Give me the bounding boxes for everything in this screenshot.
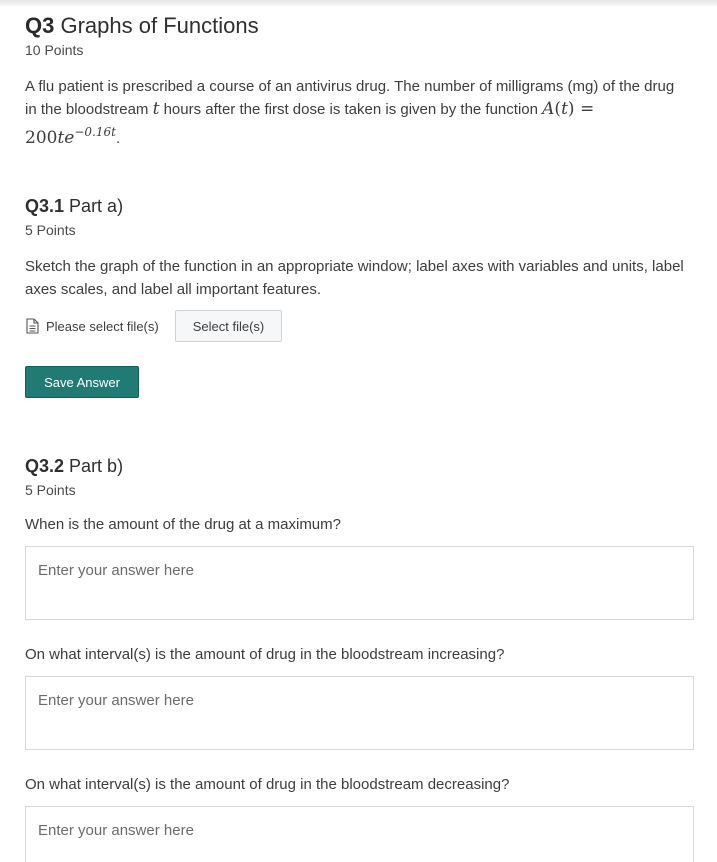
math-function-name: A <box>542 99 555 119</box>
file-selection-label <box>25 316 159 336</box>
top-shadow-bar <box>0 0 717 6</box>
math-coefficient: 200 <box>25 128 58 148</box>
question-text-1: When is the amount of the drug at a maximum? <box>25 516 341 533</box>
q32-title <box>25 456 123 477</box>
question-text-2: On what interval(s) is the amount of drug in the bloodstream increasing? <box>25 646 505 663</box>
math-function-arg: t <box>561 99 568 119</box>
math-paren: ) = <box>567 99 595 119</box>
document-icon <box>25 318 40 334</box>
file-label-text: Please select file(s) <box>46 318 159 334</box>
math-paren: ( <box>554 99 562 119</box>
answer-placeholder: Enter your answer here <box>38 562 194 579</box>
q31-title-text: Part a) <box>69 196 124 216</box>
description-text: A flu patient is prescribed a course of an antivirus drug. The number of milligrams (mg) of the drug in the bloodstream <box>25 78 675 118</box>
math-period: . <box>115 130 121 147</box>
q32-number: Q3.2 <box>25 456 65 476</box>
answer-placeholder: Enter your answer here <box>38 692 194 709</box>
math-exponent: −0.16t <box>74 125 116 139</box>
question-text-3: On what interval(s) is the amount of drug in the bloodstream decreasing? <box>25 776 510 793</box>
answer-input-1[interactable] <box>25 546 694 620</box>
answer-placeholder: Enter your answer here <box>38 822 194 839</box>
math-expression: te <box>57 128 75 148</box>
answer-input-2[interactable] <box>25 676 694 750</box>
q31-prompt: Sketch the graph of the function in an appropriate window; label axes with variables and units, label axes scales, and label all important features. <box>25 258 684 298</box>
q3-title <box>25 13 259 39</box>
math-variable-t: t <box>152 99 160 119</box>
q31-points: 5 Points <box>25 222 76 238</box>
q31-number: Q3.1 <box>25 196 65 216</box>
q32-points: 5 Points <box>25 482 76 498</box>
q3-title-text: Graphs of Functions <box>60 13 259 38</box>
q3-points: 10 Points <box>25 42 84 58</box>
save-answer-button[interactable]: Save Answer <box>25 366 139 398</box>
q32-title-text: Part b) <box>69 456 124 476</box>
q3-number: Q3 <box>25 13 55 38</box>
q3-description <box>25 75 685 150</box>
select-files-button[interactable]: Select file(s) <box>175 310 282 342</box>
q31-title <box>25 196 123 217</box>
answer-input-3[interactable] <box>25 806 694 862</box>
description-text: hours after the first dose is taken is given by the function <box>159 101 543 118</box>
